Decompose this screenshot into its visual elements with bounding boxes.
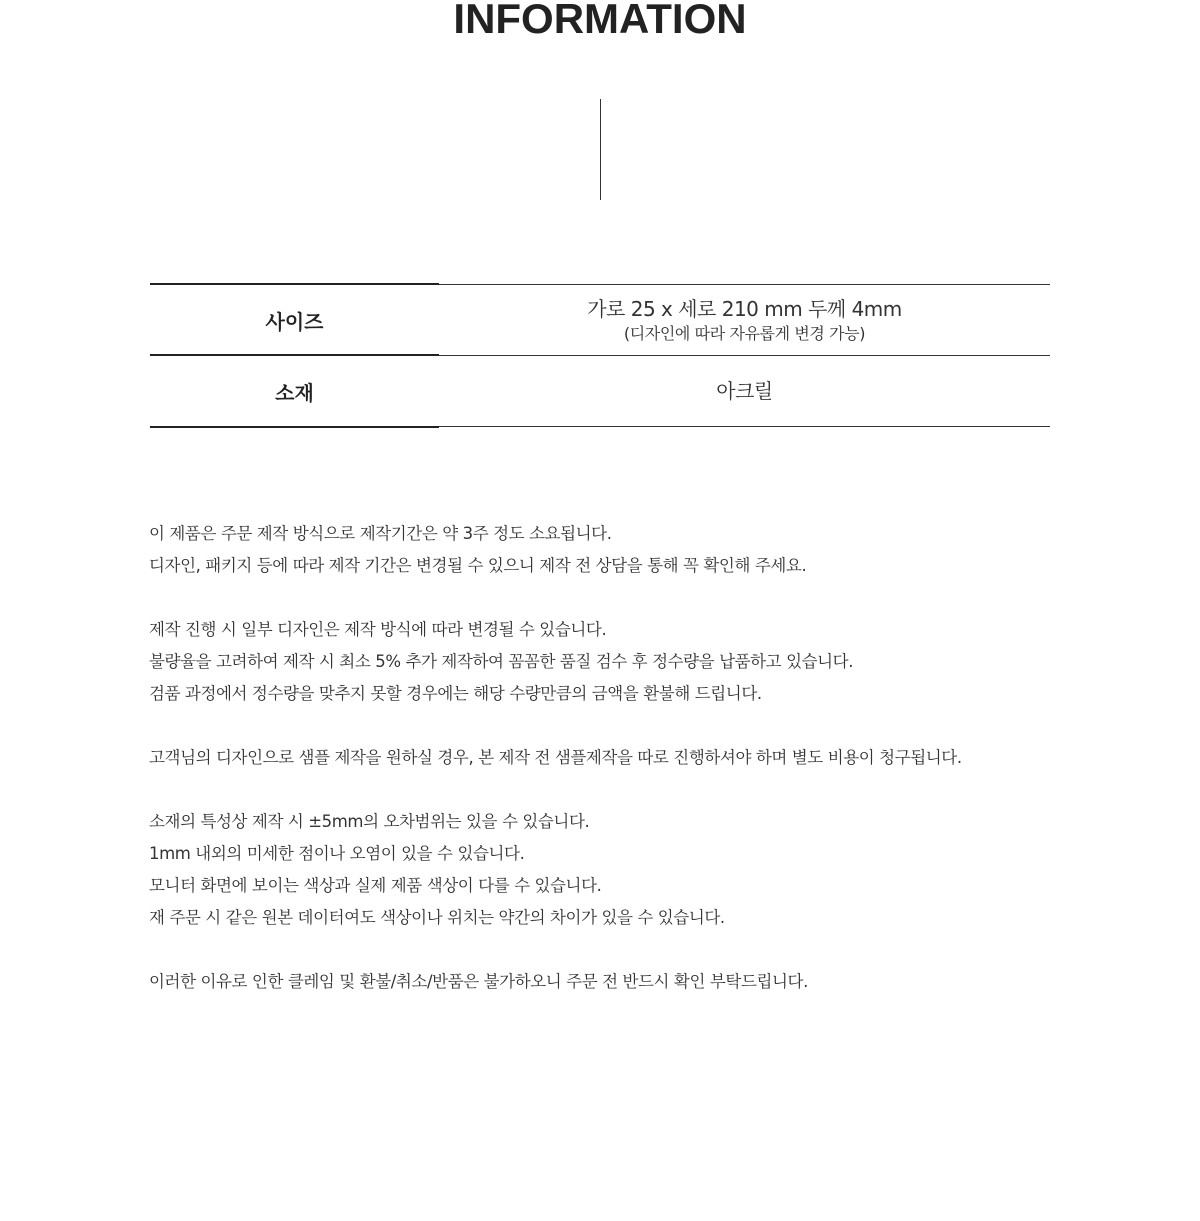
- spec-value-size-note: (디자인에 따라 자유롭게 변경 가능): [623, 324, 866, 343]
- notice-line: 이러한 이유로 인한 클레임 및 환불/취소/반품은 불가하오니 주문 전 반드시 확인 부탁드립니다.: [149, 972, 808, 991]
- notice-line: 1mm 내외의 미세한 점이나 오염이 있을 수 있습니다.: [149, 844, 525, 863]
- spec-value-cell: [439, 285, 1050, 355]
- spec-row-material: [150, 355, 1050, 427]
- notice-gap: [149, 582, 1109, 614]
- notice-line: 모니터 화면에 보이는 색상과 실제 제품 색상이 다를 수 있습니다.: [149, 876, 602, 895]
- spec-row-size: [150, 284, 1050, 355]
- spec-label-material: 소재: [275, 380, 314, 405]
- vertical-divider: [600, 99, 601, 200]
- spec-value-size: 가로 25 x 세로 210 mm 두께 4mm: [587, 297, 902, 321]
- notice-line: 재 주문 시 같은 원본 데이터여도 색상이나 위치는 약간의 차이가 있을 수 있습니다.: [149, 908, 725, 927]
- spec-table: [150, 284, 1050, 427]
- spec-value-material: 아크릴: [716, 379, 773, 403]
- notice-line: 이 제품은 주문 제작 방식으로 제작기간은 약 3주 정도 소요됩니다.: [149, 524, 612, 543]
- spec-label-cell: [150, 356, 439, 426]
- notice-line: 검품 과정에서 정수량을 맞추지 못할 경우에는 해당 수량만큼의 금액을 환불해 드립니다.: [149, 684, 762, 703]
- notice-gap: [149, 774, 1109, 806]
- notice-line: 고객님의 디자인으로 샘플 제작을 원하실 경우, 본 제작 전 샘플제작을 따로 진행하셔야 하며 별도 비용이 청구됩니다.: [149, 748, 962, 767]
- spec-label-cell: [150, 285, 439, 355]
- notice-gap: [149, 934, 1109, 966]
- spec-value-cell: [439, 356, 1050, 426]
- notice-section: [149, 518, 1109, 998]
- label-rule-bottom: [150, 426, 439, 428]
- notice-line: 소재의 특성상 제작 시 ±5mm의 오차범위는 있을 수 있습니다.: [149, 812, 590, 831]
- notice-line: 제작 진행 시 일부 디자인은 제작 방식에 따라 변경될 수 있습니다.: [149, 620, 607, 639]
- spec-label-size: 사이즈: [265, 309, 324, 334]
- notice-gap: [149, 710, 1109, 742]
- notice-line: 불량율을 고려하여 제작 시 최소 5% 추가 제작하여 꼼꼼한 품질 검수 후 정수량을 납품하고 있습니다.: [149, 652, 854, 671]
- notice-line: 디자인, 패키지 등에 따라 제작 기간은 변경될 수 있으니 제작 전 상담을 통해 꼭 확인해 주세요.: [149, 556, 807, 575]
- page-title: INFORMATION: [453, 0, 747, 42]
